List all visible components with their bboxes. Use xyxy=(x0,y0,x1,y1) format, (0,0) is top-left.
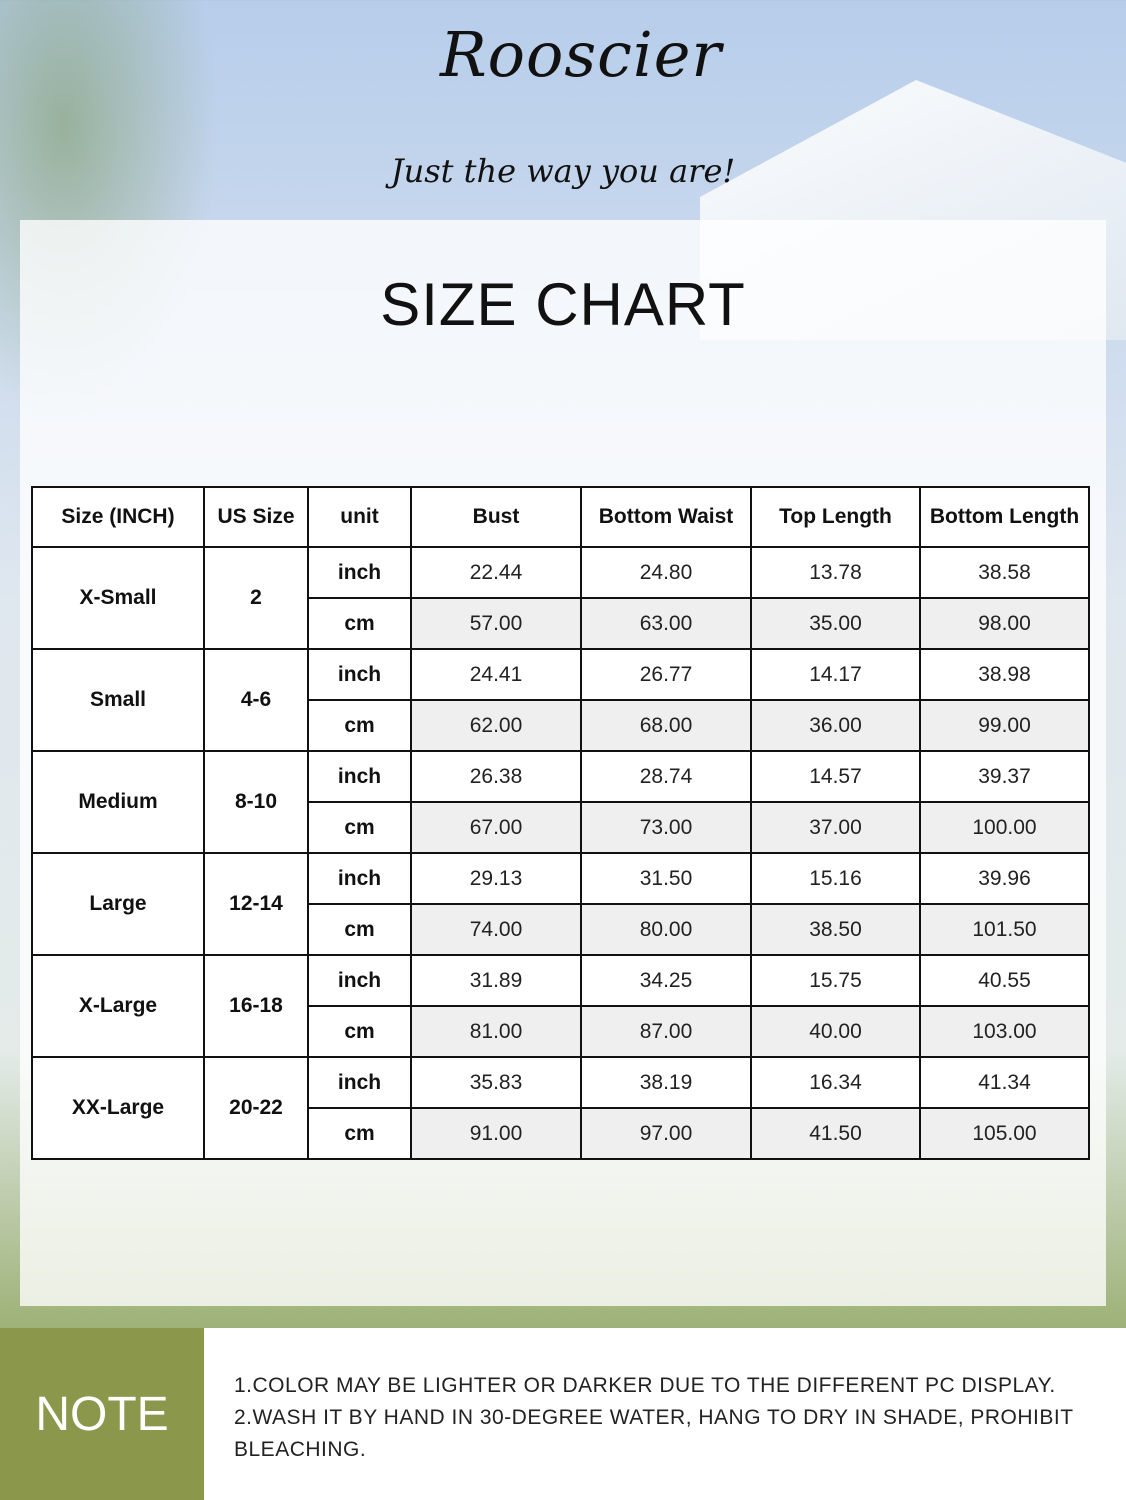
bottom-length-value-cell: 39.37 xyxy=(920,751,1089,802)
unit-cell: cm xyxy=(308,598,411,649)
header-top-length: Top Length xyxy=(751,487,920,547)
bottom-length-value-cell: 103.00 xyxy=(920,1006,1089,1057)
bust-value-cell: 22.44 xyxy=(411,547,581,598)
bottom-length-value-cell: 101.50 xyxy=(920,904,1089,955)
bust-value-cell: 91.00 xyxy=(411,1108,581,1159)
bottom-length-value-cell: 100.00 xyxy=(920,802,1089,853)
bottom-waist-value-cell: 80.00 xyxy=(581,904,751,955)
size-name-cell: Large xyxy=(32,853,204,955)
top-length-value-cell: 15.75 xyxy=(751,955,920,1006)
top-length-value-cell: 37.00 xyxy=(751,802,920,853)
bottom-waist-value-cell: 26.77 xyxy=(581,649,751,700)
top-length-value-cell: 35.00 xyxy=(751,598,920,649)
top-length-value-cell: 36.00 xyxy=(751,700,920,751)
us-size-cell: 20-22 xyxy=(204,1057,308,1159)
bust-value-cell: 74.00 xyxy=(411,904,581,955)
header-unit: unit xyxy=(308,487,411,547)
us-size-cell: 4-6 xyxy=(204,649,308,751)
bust-value-cell: 29.13 xyxy=(411,853,581,904)
note-line-1: 1.COLOR MAY BE LIGHTER OR DARKER DUE TO THE DIFFERENT PC DISPLAY. xyxy=(234,1374,1056,1397)
size-table xyxy=(31,486,1090,1160)
bottom-waist-value-cell: 87.00 xyxy=(581,1006,751,1057)
bottom-waist-value-cell: 97.00 xyxy=(581,1108,751,1159)
header-bust: Bust xyxy=(411,487,581,547)
unit-cell: inch xyxy=(308,853,411,904)
bottom-waist-value-cell: 38.19 xyxy=(581,1057,751,1108)
table-row xyxy=(32,955,1089,1006)
bottom-length-value-cell: 39.96 xyxy=(920,853,1089,904)
unit-cell: inch xyxy=(308,547,411,598)
bust-value-cell: 67.00 xyxy=(411,802,581,853)
bottom-waist-value-cell: 63.00 xyxy=(581,598,751,649)
header-bottom-waist: Bottom Waist xyxy=(581,487,751,547)
table-row xyxy=(32,649,1089,700)
bust-value-cell: 57.00 xyxy=(411,598,581,649)
size-name-cell: Small xyxy=(32,649,204,751)
bottom-waist-value-cell: 24.80 xyxy=(581,547,751,598)
note-text xyxy=(204,1328,1126,1500)
bottom-waist-value-cell: 28.74 xyxy=(581,751,751,802)
bottom-length-value-cell: 99.00 xyxy=(920,700,1089,751)
us-size-cell: 2 xyxy=(204,547,308,649)
page-title: SIZE CHART xyxy=(380,271,746,338)
note-line-3: BLEACHING. xyxy=(234,1438,367,1461)
note-line-2: 2.WASH IT BY HAND IN 30-DEGREE WATER, HANG TO DRY IN SHADE, PROHIBIT xyxy=(234,1406,1074,1429)
bust-value-cell: 62.00 xyxy=(411,700,581,751)
bottom-length-value-cell: 98.00 xyxy=(920,598,1089,649)
unit-cell: inch xyxy=(308,649,411,700)
table-body xyxy=(32,547,1089,1159)
bust-value-cell: 26.38 xyxy=(411,751,581,802)
bust-value-cell: 81.00 xyxy=(411,1006,581,1057)
size-name-cell: X-Large xyxy=(32,955,204,1057)
header-size: Size (INCH) xyxy=(32,487,204,547)
table-row xyxy=(32,1057,1089,1108)
bust-value-cell: 24.41 xyxy=(411,649,581,700)
us-size-cell: 16-18 xyxy=(204,955,308,1057)
header-bottom-length: Bottom Length xyxy=(920,487,1089,547)
unit-cell: inch xyxy=(308,1057,411,1108)
bottom-waist-value-cell: 34.25 xyxy=(581,955,751,1006)
us-size-cell: 12-14 xyxy=(204,853,308,955)
unit-cell: cm xyxy=(308,700,411,751)
unit-cell: cm xyxy=(308,904,411,955)
bottom-waist-value-cell: 73.00 xyxy=(581,802,751,853)
unit-cell: cm xyxy=(308,1108,411,1159)
brand-logo: Rooscier xyxy=(440,18,723,91)
unit-cell: cm xyxy=(308,1006,411,1057)
top-length-value-cell: 41.50 xyxy=(751,1108,920,1159)
bottom-length-value-cell: 38.58 xyxy=(920,547,1089,598)
top-length-value-cell: 15.16 xyxy=(751,853,920,904)
top-length-value-cell: 16.34 xyxy=(751,1057,920,1108)
bottom-waist-value-cell: 31.50 xyxy=(581,853,751,904)
unit-cell: inch xyxy=(308,955,411,1006)
header-us-size: US Size xyxy=(204,487,308,547)
bottom-waist-value-cell: 68.00 xyxy=(581,700,751,751)
bottom-length-value-cell: 40.55 xyxy=(920,955,1089,1006)
size-name-cell: XX-Large xyxy=(32,1057,204,1159)
table-row xyxy=(32,547,1089,598)
size-name-cell: Medium xyxy=(32,751,204,853)
bottom-length-value-cell: 41.34 xyxy=(920,1057,1089,1108)
size-name-cell: X-Small xyxy=(32,547,204,649)
table-row xyxy=(32,853,1089,904)
bust-value-cell: 35.83 xyxy=(411,1057,581,1108)
top-length-value-cell: 40.00 xyxy=(751,1006,920,1057)
unit-cell: cm xyxy=(308,802,411,853)
bottom-length-value-cell: 38.98 xyxy=(920,649,1089,700)
bust-value-cell: 31.89 xyxy=(411,955,581,1006)
us-size-cell: 8-10 xyxy=(204,751,308,853)
unit-cell: inch xyxy=(308,751,411,802)
top-length-value-cell: 13.78 xyxy=(751,547,920,598)
top-length-value-cell: 14.57 xyxy=(751,751,920,802)
bottom-length-value-cell: 105.00 xyxy=(920,1108,1089,1159)
top-length-value-cell: 38.50 xyxy=(751,904,920,955)
table-header-row xyxy=(32,487,1089,547)
note-label: NOTE xyxy=(0,1328,204,1500)
top-length-value-cell: 14.17 xyxy=(751,649,920,700)
table-row xyxy=(32,751,1089,802)
brand-tagline: Just the way you are! xyxy=(390,152,736,190)
